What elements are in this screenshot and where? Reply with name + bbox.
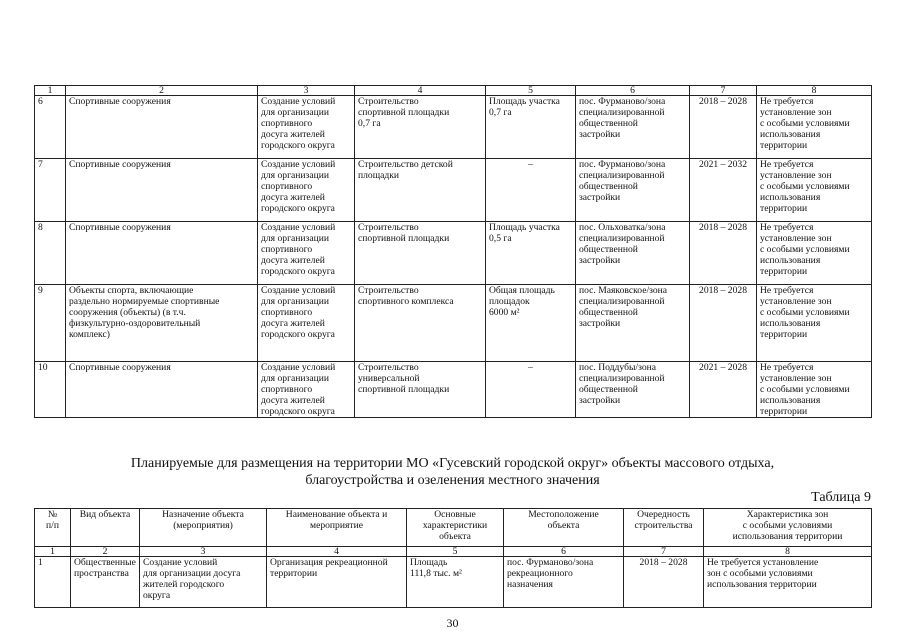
column-number-row — [35, 86, 872, 96]
cell-type: Спортивные сооружения — [66, 159, 258, 222]
cell-number: 1 — [35, 557, 71, 608]
cell-zones: Не требуется установление зон с особыми условиями использования территории — [757, 285, 872, 362]
header-cell: № п/п — [35, 509, 71, 547]
table-label: Таблица 9 — [811, 490, 871, 505]
cell-number: 7 — [35, 159, 66, 222]
header-cell: Характеристика зон с особыми условиями использования территории — [704, 509, 872, 547]
cell-period: 2018 – 2028 — [690, 96, 757, 159]
cell-name: Строительство спортивной площадки — [355, 222, 486, 285]
cell-type: Спортивные сооружения — [66, 96, 258, 159]
cell-location: пос. Маяковское/зона специализированной общественной застройки — [576, 285, 690, 362]
cell-location: пос. Фурманово/зона специализированной общественной застройки — [576, 159, 690, 222]
cell-zones: Не требуется установление зон с особыми условиями использования территории — [704, 557, 872, 608]
table-row — [35, 285, 872, 362]
cell-characteristics: – — [486, 159, 576, 222]
cell-zones: Не требуется установление зон с особыми условиями использования территории — [757, 96, 872, 159]
col-num: 2 — [66, 86, 258, 96]
cell-zones: Не требуется установление зон с особыми условиями использования территории — [757, 222, 872, 285]
cell-purpose: Создание условий для организации спортивного досуга жителей городского округа — [258, 285, 355, 362]
header-cell: Назначение объекта (мероприятия) — [140, 509, 267, 547]
cell-location: пос. Ольховатка/зона специализированной общественной застройки — [576, 222, 690, 285]
col-num: 5 — [486, 86, 576, 96]
col-num: 6 — [576, 86, 690, 96]
table-sport-facilities — [34, 85, 872, 418]
cell-number: 10 — [35, 362, 66, 418]
cell-period: 2018 – 2028 — [624, 557, 704, 608]
cell-type: Спортивные сооружения — [66, 362, 258, 418]
col-num: 1 — [35, 86, 66, 96]
header-cell: Вид объекта — [71, 509, 140, 547]
table-recreation-objects — [34, 508, 872, 608]
cell-characteristics: Площадь участка 0,5 га — [486, 222, 576, 285]
cell-number: 9 — [35, 285, 66, 362]
section-heading: Планируемые для размещения на территории МО «Гусевский городской округ» объекты массового отдыха, благоустройства и озеленения местного значения — [130, 456, 775, 488]
cell-zones: Не требуется установление зон с особыми условиями использования территории — [757, 362, 872, 418]
table-row — [35, 159, 872, 222]
cell-purpose: Создание условий для организации спортивного досуга жителей городского округа — [258, 96, 355, 159]
cell-type: Объекты спорта, включающие раздельно нормируемые спортивные сооружения (объекты) (в т.ч. физкультурно-оздоровительный комплекс) — [66, 285, 258, 362]
cell-location: пос. Поддубы/зона специализированной общественной застройки — [576, 362, 690, 418]
cell-characteristics: Площадь участка 0,7 га — [486, 96, 576, 159]
cell-period: 2018 – 2028 — [690, 285, 757, 362]
page-number: 30 — [446, 616, 459, 630]
cell-zones: Не требуется установление зон с особыми условиями использования территории — [757, 159, 872, 222]
cell-characteristics: Площадь 111,8 тыс. м² — [407, 557, 504, 608]
cell-name: Строительство спортивного комплекса — [355, 285, 486, 362]
col-num: 8 — [704, 547, 872, 557]
cell-number: 8 — [35, 222, 66, 285]
cell-purpose: Создание условий для организации спортивного досуга жителей городского округа — [258, 222, 355, 285]
header-cell: Наименование объекта и мероприятие — [267, 509, 407, 547]
cell-period: 2021 – 2032 — [690, 159, 757, 222]
cell-period: 2021 – 2028 — [690, 362, 757, 418]
col-num: 7 — [690, 86, 757, 96]
col-num: 2 — [71, 547, 140, 557]
cell-purpose: Создание условий для организации досуга жителей городского округа — [140, 557, 267, 608]
cell-period: 2018 – 2028 — [690, 222, 757, 285]
cell-characteristics: – — [486, 362, 576, 418]
col-num: 3 — [258, 86, 355, 96]
table-row — [35, 96, 872, 159]
cell-location: пос. Фурманово/зона специализированной общественной застройки — [576, 96, 690, 159]
cell-characteristics: Общая площадь площадок 6000 м² — [486, 285, 576, 362]
column-number-row — [35, 547, 872, 557]
cell-number: 6 — [35, 96, 66, 159]
cell-name: Организация рекреационной территории — [267, 557, 407, 608]
cell-name: Строительство спортивной площадки 0,7 га — [355, 96, 486, 159]
col-num: 8 — [757, 86, 872, 96]
cell-purpose: Создание условий для организации спортивного досуга жителей городского округа — [258, 159, 355, 222]
cell-location: пос. Фурманово/зона рекреационного назначения — [504, 557, 624, 608]
col-num: 7 — [624, 547, 704, 557]
col-num: 4 — [355, 86, 486, 96]
table-header-row — [35, 509, 872, 547]
table-row — [35, 362, 872, 418]
cell-name: Строительство универсальной спортивной площадки — [355, 362, 486, 418]
header-cell: Местоположение объекта — [504, 509, 624, 547]
cell-name: Строительство детской площадки — [355, 159, 486, 222]
table-row — [35, 557, 872, 608]
cell-type: Спортивные сооружения — [66, 222, 258, 285]
table-row — [35, 222, 872, 285]
cell-type: Общественные пространства — [71, 557, 140, 608]
col-num: 3 — [140, 547, 267, 557]
cell-purpose: Создание условий для организации спортивного досуга жителей городского округа — [258, 362, 355, 418]
col-num: 6 — [504, 547, 624, 557]
col-num: 1 — [35, 547, 71, 557]
col-num: 5 — [407, 547, 504, 557]
col-num: 4 — [267, 547, 407, 557]
header-cell: Основные характеристики объекта — [407, 509, 504, 547]
header-cell: Очередность строительства — [624, 509, 704, 547]
